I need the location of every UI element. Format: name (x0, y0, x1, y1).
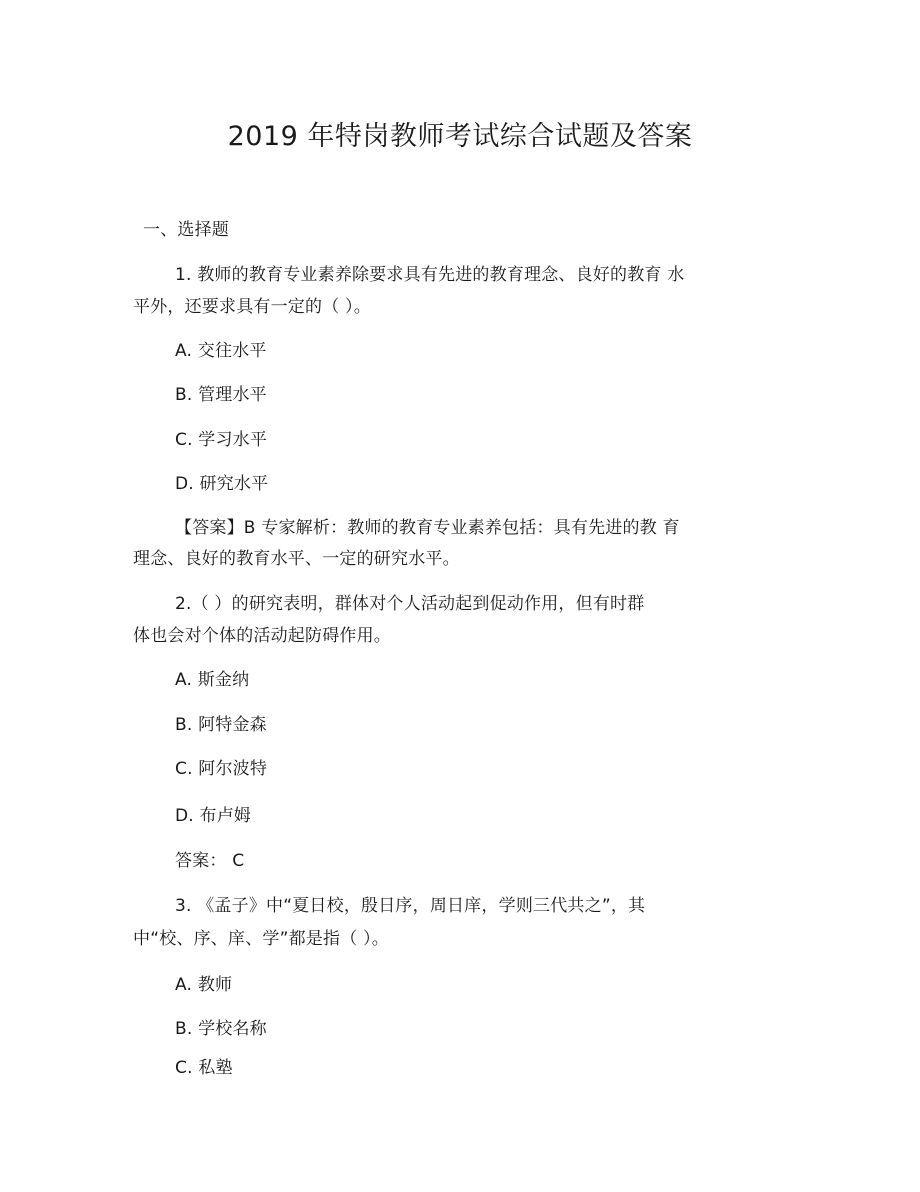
section-heading: 一、选择题 (143, 220, 229, 240)
question-1-answer-line1: 【答案】B 专家解析：教师的教育专业素养包括：具有先进的教 育 (175, 518, 680, 538)
page-title: 2019 年特岗教师考试综合试题及答案 (227, 121, 693, 152)
question-1-text-line2: 平外，还要求具有一定的（ ）。 (133, 297, 371, 317)
question-3-option-b: B. 学校名称 (175, 1019, 267, 1039)
question-1-option-a: A. 交往水平 (175, 341, 267, 361)
question-1-option-c: C. 学习水平 (175, 430, 268, 450)
question-2-text-line2: 体也会对个体的活动起防碍作用。 (133, 626, 391, 646)
question-1-answer-line2: 理念、良好的教育水平、一定的研究水平。 (133, 549, 460, 569)
question-1-option-b: B. 管理水平 (175, 385, 267, 405)
question-1-text-line1: 1. 教师的教育专业素养除要求具有先进的教育理念、良好的教育 水 (175, 265, 685, 285)
question-3-option-a: A. 教师 (175, 975, 233, 995)
question-2-text-line1: 2.（ ）的研究表明，群体对个人活动起到促动作用，但有时群 (175, 594, 645, 614)
question-3-option-c: C. 私塾 (175, 1058, 233, 1078)
question-2-option-b: B. 阿特金森 (175, 715, 267, 735)
question-2-option-d: D. 布卢姆 (175, 806, 252, 826)
question-2-option-a: A. 斯金纳 (175, 670, 250, 690)
question-2-answer: 答案： C (175, 851, 245, 871)
question-3-text-line2: 中“校、序、庠、学”都是指（ ）。 (133, 929, 389, 949)
question-3-text-line1: 3. 《孟子》中“夏日校，殷日序，周日庠，学则三代共之”，其 (175, 896, 646, 916)
question-2-option-c: C. 阿尔波特 (175, 759, 268, 779)
question-1-option-d: D. 研究水平 (175, 474, 269, 494)
